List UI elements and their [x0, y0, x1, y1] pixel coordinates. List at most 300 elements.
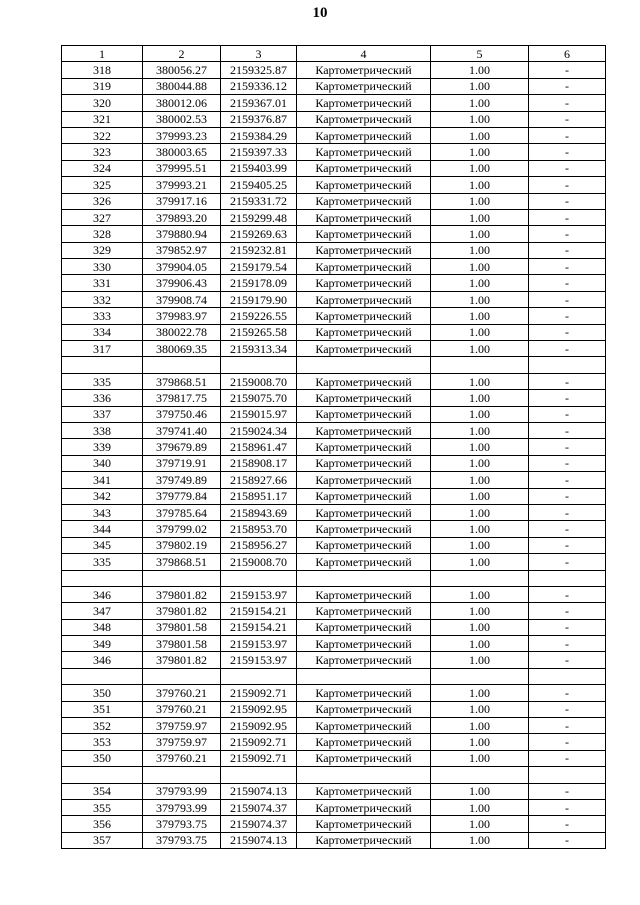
accuracy-cell: 1.00 — [431, 242, 529, 258]
accuracy-cell: 1.00 — [431, 783, 529, 799]
method-cell: Картометрический — [297, 111, 431, 127]
y-coordinate-cell: 2159153.97 — [221, 636, 297, 652]
note-cell: - — [529, 193, 606, 209]
point-number-cell: 343 — [62, 504, 143, 520]
accuracy-cell: 1.00 — [431, 832, 529, 848]
y-coordinate-cell: 2159153.97 — [221, 586, 297, 602]
x-coordinate-cell: 379779.84 — [143, 488, 221, 504]
point-number-cell — [62, 767, 143, 783]
table-row — [62, 406, 606, 422]
table-row — [62, 275, 606, 291]
method-cell: Картометрический — [297, 636, 431, 652]
y-coordinate-cell: 2159265.58 — [221, 324, 297, 340]
note-cell: - — [529, 209, 606, 225]
accuracy-cell: 1.00 — [431, 603, 529, 619]
x-coordinate-cell — [143, 668, 221, 684]
point-number-cell: 350 — [62, 685, 143, 701]
x-coordinate-cell: 379868.51 — [143, 554, 221, 570]
y-coordinate-cell — [221, 767, 297, 783]
point-number-cell: 357 — [62, 832, 143, 848]
point-number-cell: 321 — [62, 111, 143, 127]
note-cell: - — [529, 636, 606, 652]
table-row — [62, 701, 606, 717]
x-coordinate-cell: 379750.46 — [143, 406, 221, 422]
header-cell-1: 1 — [62, 46, 143, 62]
table-row — [62, 586, 606, 602]
note-cell: - — [529, 95, 606, 111]
point-number-cell — [62, 668, 143, 684]
point-number-cell: 317 — [62, 341, 143, 357]
accuracy-cell: 1.00 — [431, 209, 529, 225]
x-coordinate-cell: 379817.75 — [143, 390, 221, 406]
accuracy-cell: 1.00 — [431, 799, 529, 815]
accuracy-cell: 1.00 — [431, 111, 529, 127]
note-cell: - — [529, 324, 606, 340]
y-coordinate-cell: 2159299.48 — [221, 209, 297, 225]
method-cell — [297, 570, 431, 586]
accuracy-cell: 1.00 — [431, 734, 529, 750]
note-cell: - — [529, 177, 606, 193]
note-cell: - — [529, 455, 606, 471]
y-coordinate-cell: 2159269.63 — [221, 226, 297, 242]
method-cell: Картометрический — [297, 701, 431, 717]
point-number-cell: 325 — [62, 177, 143, 193]
accuracy-cell: 1.00 — [431, 95, 529, 111]
accuracy-cell: 1.00 — [431, 554, 529, 570]
x-coordinate-cell: 379917.16 — [143, 193, 221, 209]
accuracy-cell: 1.00 — [431, 619, 529, 635]
y-coordinate-cell: 2159397.33 — [221, 144, 297, 160]
header-cell-4: 4 — [297, 46, 431, 62]
table-row — [62, 603, 606, 619]
table-row — [62, 537, 606, 553]
point-number-cell: 324 — [62, 160, 143, 176]
x-coordinate-cell: 380012.06 — [143, 95, 221, 111]
accuracy-cell: 1.00 — [431, 586, 529, 602]
point-number-cell: 351 — [62, 701, 143, 717]
x-coordinate-cell: 379679.89 — [143, 439, 221, 455]
method-cell: Картометрический — [297, 652, 431, 668]
method-cell: Картометрический — [297, 586, 431, 602]
method-cell — [297, 767, 431, 783]
y-coordinate-cell: 2158951.17 — [221, 488, 297, 504]
table-row — [62, 78, 606, 94]
point-number-cell: 322 — [62, 127, 143, 143]
accuracy-cell — [431, 357, 529, 373]
y-coordinate-cell: 2158953.70 — [221, 521, 297, 537]
x-coordinate-cell: 379799.02 — [143, 521, 221, 537]
point-number-cell: 318 — [62, 62, 143, 78]
x-coordinate-cell: 379719.91 — [143, 455, 221, 471]
y-coordinate-cell: 2159153.97 — [221, 652, 297, 668]
note-cell: - — [529, 341, 606, 357]
table-row — [62, 127, 606, 143]
point-number-cell: 353 — [62, 734, 143, 750]
accuracy-cell: 1.00 — [431, 718, 529, 734]
method-cell: Картометрический — [297, 275, 431, 291]
note-cell: - — [529, 111, 606, 127]
x-coordinate-cell: 379993.23 — [143, 127, 221, 143]
point-number-cell: 347 — [62, 603, 143, 619]
point-number-cell: 319 — [62, 78, 143, 94]
y-coordinate-cell: 2158943.69 — [221, 504, 297, 520]
x-coordinate-cell: 379785.64 — [143, 504, 221, 520]
y-coordinate-cell: 2159313.34 — [221, 341, 297, 357]
y-coordinate-cell: 2159092.95 — [221, 701, 297, 717]
table-row — [62, 291, 606, 307]
x-coordinate-cell: 379906.43 — [143, 275, 221, 291]
accuracy-cell: 1.00 — [431, 160, 529, 176]
table-row — [62, 259, 606, 275]
accuracy-cell: 1.00 — [431, 127, 529, 143]
x-coordinate-cell: 379793.75 — [143, 816, 221, 832]
method-cell: Картометрический — [297, 504, 431, 520]
y-coordinate-cell: 2159154.21 — [221, 603, 297, 619]
x-coordinate-cell — [143, 570, 221, 586]
method-cell: Картометрический — [297, 685, 431, 701]
note-cell: - — [529, 78, 606, 94]
method-cell: Картометрический — [297, 734, 431, 750]
accuracy-cell: 1.00 — [431, 439, 529, 455]
table-row — [62, 718, 606, 734]
x-coordinate-cell: 379749.89 — [143, 472, 221, 488]
x-coordinate-cell: 380003.65 — [143, 144, 221, 160]
x-coordinate-cell: 380022.78 — [143, 324, 221, 340]
point-number-cell: 338 — [62, 422, 143, 438]
accuracy-cell — [431, 570, 529, 586]
point-number-cell: 333 — [62, 308, 143, 324]
note-cell — [529, 767, 606, 783]
method-cell — [297, 357, 431, 373]
table-row — [62, 160, 606, 176]
x-coordinate-cell: 379802.19 — [143, 537, 221, 553]
x-coordinate-cell: 379801.58 — [143, 619, 221, 635]
accuracy-cell: 1.00 — [431, 144, 529, 160]
note-cell: - — [529, 406, 606, 422]
y-coordinate-cell: 2159405.25 — [221, 177, 297, 193]
point-number-cell: 345 — [62, 537, 143, 553]
method-cell: Картометрический — [297, 718, 431, 734]
x-coordinate-cell: 379852.97 — [143, 242, 221, 258]
table-header — [62, 46, 606, 62]
point-number-cell: 342 — [62, 488, 143, 504]
method-cell: Картометрический — [297, 341, 431, 357]
table-row — [62, 488, 606, 504]
note-cell: - — [529, 586, 606, 602]
accuracy-cell: 1.00 — [431, 816, 529, 832]
y-coordinate-cell: 2159024.34 — [221, 422, 297, 438]
header-cell-3: 3 — [221, 46, 297, 62]
point-number-cell: 336 — [62, 390, 143, 406]
method-cell: Картометрический — [297, 62, 431, 78]
accuracy-cell: 1.00 — [431, 341, 529, 357]
table-row — [62, 652, 606, 668]
point-number-cell — [62, 357, 143, 373]
point-number-cell: 335 — [62, 554, 143, 570]
x-coordinate-cell: 380044.88 — [143, 78, 221, 94]
table-row — [62, 242, 606, 258]
header-cell-2: 2 — [143, 46, 221, 62]
accuracy-cell: 1.00 — [431, 193, 529, 209]
note-cell: - — [529, 652, 606, 668]
note-cell: - — [529, 521, 606, 537]
table-row — [62, 799, 606, 815]
accuracy-cell: 1.00 — [431, 78, 529, 94]
x-coordinate-cell: 379904.05 — [143, 259, 221, 275]
header-cell-6: 6 — [529, 46, 606, 62]
point-number-cell: 344 — [62, 521, 143, 537]
header-row — [62, 46, 606, 62]
note-cell: - — [529, 701, 606, 717]
note-cell: - — [529, 504, 606, 520]
note-cell: - — [529, 62, 606, 78]
y-coordinate-cell: 2158961.47 — [221, 439, 297, 455]
method-cell: Картометрический — [297, 308, 431, 324]
y-coordinate-cell: 2159154.21 — [221, 619, 297, 635]
accuracy-cell: 1.00 — [431, 226, 529, 242]
note-cell: - — [529, 554, 606, 570]
method-cell: Картометрический — [297, 177, 431, 193]
point-number-cell: 346 — [62, 652, 143, 668]
x-coordinate-cell: 379793.75 — [143, 832, 221, 848]
accuracy-cell: 1.00 — [431, 406, 529, 422]
table-row — [62, 95, 606, 111]
table-row — [62, 390, 606, 406]
x-coordinate-cell: 379993.21 — [143, 177, 221, 193]
page-number: 10 — [312, 5, 328, 21]
point-number-cell: 335 — [62, 373, 143, 389]
accuracy-cell: 1.00 — [431, 652, 529, 668]
y-coordinate-cell: 2159074.13 — [221, 832, 297, 848]
note-cell: - — [529, 422, 606, 438]
x-coordinate-cell — [143, 767, 221, 783]
y-coordinate-cell: 2159075.70 — [221, 390, 297, 406]
point-number-cell: 349 — [62, 636, 143, 652]
table-row — [62, 144, 606, 160]
point-number-cell: 332 — [62, 291, 143, 307]
note-cell: - — [529, 832, 606, 848]
method-cell: Картометрический — [297, 554, 431, 570]
accuracy-cell: 1.00 — [431, 177, 529, 193]
x-coordinate-cell: 380069.35 — [143, 341, 221, 357]
table-row — [62, 324, 606, 340]
accuracy-cell: 1.00 — [431, 636, 529, 652]
x-coordinate-cell: 380002.53 — [143, 111, 221, 127]
method-cell: Картометрический — [297, 78, 431, 94]
x-coordinate-cell: 379893.20 — [143, 209, 221, 225]
note-cell: - — [529, 390, 606, 406]
x-coordinate-cell: 379741.40 — [143, 422, 221, 438]
accuracy-cell: 1.00 — [431, 685, 529, 701]
point-number-cell: 350 — [62, 750, 143, 766]
accuracy-cell: 1.00 — [431, 324, 529, 340]
table-row — [62, 504, 606, 520]
table-row — [62, 308, 606, 324]
table-row — [62, 341, 606, 357]
method-cell: Картометрический — [297, 488, 431, 504]
y-coordinate-cell — [221, 357, 297, 373]
point-number-cell: 327 — [62, 209, 143, 225]
x-coordinate-cell: 379801.82 — [143, 586, 221, 602]
accuracy-cell: 1.00 — [431, 373, 529, 389]
table-row — [62, 209, 606, 225]
y-coordinate-cell: 2159092.71 — [221, 685, 297, 701]
point-number-cell: 352 — [62, 718, 143, 734]
x-coordinate-cell: 379760.21 — [143, 685, 221, 701]
accuracy-cell: 1.00 — [431, 701, 529, 717]
x-coordinate-cell: 379793.99 — [143, 783, 221, 799]
note-cell: - — [529, 242, 606, 258]
method-cell: Картометрический — [297, 521, 431, 537]
table-row — [62, 62, 606, 78]
method-cell: Картометрический — [297, 259, 431, 275]
x-coordinate-cell: 379908.74 — [143, 291, 221, 307]
accuracy-cell: 1.00 — [431, 275, 529, 291]
y-coordinate-cell: 2158927.66 — [221, 472, 297, 488]
point-number-cell: 340 — [62, 455, 143, 471]
note-cell: - — [529, 718, 606, 734]
note-cell: - — [529, 537, 606, 553]
note-cell: - — [529, 619, 606, 635]
x-coordinate-cell: 379759.97 — [143, 718, 221, 734]
separator-row — [62, 357, 606, 373]
point-number-cell: 341 — [62, 472, 143, 488]
y-coordinate-cell: 2158908.17 — [221, 455, 297, 471]
x-coordinate-cell: 379801.82 — [143, 603, 221, 619]
method-cell: Картометрический — [297, 799, 431, 815]
method-cell: Картометрический — [297, 422, 431, 438]
x-coordinate-cell: 379880.94 — [143, 226, 221, 242]
table-row — [62, 439, 606, 455]
accuracy-cell: 1.00 — [431, 504, 529, 520]
note-cell: - — [529, 488, 606, 504]
note-cell: - — [529, 734, 606, 750]
point-number-cell: 334 — [62, 324, 143, 340]
method-cell: Картометрический — [297, 537, 431, 553]
note-cell: - — [529, 373, 606, 389]
table-row — [62, 177, 606, 193]
note-cell: - — [529, 259, 606, 275]
point-number-cell: 348 — [62, 619, 143, 635]
method-cell: Картометрический — [297, 750, 431, 766]
x-coordinate-cell: 379983.97 — [143, 308, 221, 324]
y-coordinate-cell: 2159092.95 — [221, 718, 297, 734]
point-number-cell: 331 — [62, 275, 143, 291]
accuracy-cell: 1.00 — [431, 62, 529, 78]
table-row — [62, 422, 606, 438]
accuracy-cell: 1.00 — [431, 455, 529, 471]
note-cell: - — [529, 603, 606, 619]
x-coordinate-cell: 379793.99 — [143, 799, 221, 815]
note-cell: - — [529, 144, 606, 160]
note-cell: - — [529, 275, 606, 291]
accuracy-cell: 1.00 — [431, 308, 529, 324]
method-cell: Картометрический — [297, 242, 431, 258]
note-cell — [529, 668, 606, 684]
y-coordinate-cell: 2159179.54 — [221, 259, 297, 275]
y-coordinate-cell: 2159232.81 — [221, 242, 297, 258]
method-cell: Картометрический — [297, 603, 431, 619]
point-number-cell: 330 — [62, 259, 143, 275]
method-cell: Картометрический — [297, 193, 431, 209]
point-number-cell: 326 — [62, 193, 143, 209]
table-row — [62, 619, 606, 635]
x-coordinate-cell: 379868.51 — [143, 373, 221, 389]
point-number-cell: 346 — [62, 586, 143, 602]
method-cell: Картометрический — [297, 324, 431, 340]
method-cell: Картометрический — [297, 390, 431, 406]
table-row — [62, 685, 606, 701]
point-number-cell: 354 — [62, 783, 143, 799]
method-cell: Картометрический — [297, 291, 431, 307]
accuracy-cell: 1.00 — [431, 488, 529, 504]
accuracy-cell: 1.00 — [431, 291, 529, 307]
y-coordinate-cell: 2159403.99 — [221, 160, 297, 176]
accuracy-cell: 1.00 — [431, 259, 529, 275]
point-number-cell: 329 — [62, 242, 143, 258]
point-number-cell: 320 — [62, 95, 143, 111]
note-cell: - — [529, 127, 606, 143]
x-coordinate-cell: 379760.21 — [143, 750, 221, 766]
table-row — [62, 750, 606, 766]
method-cell: Картометрический — [297, 455, 431, 471]
method-cell — [297, 668, 431, 684]
x-coordinate-cell: 379759.97 — [143, 734, 221, 750]
table-row — [62, 111, 606, 127]
method-cell: Картометрический — [297, 816, 431, 832]
y-coordinate-cell — [221, 668, 297, 684]
table-row — [62, 472, 606, 488]
note-cell — [529, 570, 606, 586]
method-cell: Картометрический — [297, 95, 431, 111]
method-cell: Картометрический — [297, 160, 431, 176]
method-cell: Картометрический — [297, 373, 431, 389]
y-coordinate-cell: 2159376.87 — [221, 111, 297, 127]
accuracy-cell: 1.00 — [431, 521, 529, 537]
table-row — [62, 783, 606, 799]
x-coordinate-cell: 379801.82 — [143, 652, 221, 668]
method-cell: Картометрический — [297, 226, 431, 242]
note-cell: - — [529, 783, 606, 799]
accuracy-cell — [431, 668, 529, 684]
point-number-cell: 355 — [62, 799, 143, 815]
method-cell: Картометрический — [297, 127, 431, 143]
y-coordinate-cell: 2159074.13 — [221, 783, 297, 799]
y-coordinate-cell: 2159008.70 — [221, 554, 297, 570]
table-row — [62, 636, 606, 652]
note-cell: - — [529, 308, 606, 324]
x-coordinate-cell: 379801.58 — [143, 636, 221, 652]
note-cell: - — [529, 160, 606, 176]
point-number-cell: 339 — [62, 439, 143, 455]
accuracy-cell: 1.00 — [431, 472, 529, 488]
y-coordinate-cell: 2159384.29 — [221, 127, 297, 143]
separator-row — [62, 668, 606, 684]
table-body — [62, 62, 606, 849]
table-row — [62, 816, 606, 832]
separator-row — [62, 570, 606, 586]
y-coordinate-cell: 2158956.27 — [221, 537, 297, 553]
method-cell: Картометрический — [297, 783, 431, 799]
y-coordinate-cell: 2159226.55 — [221, 308, 297, 324]
method-cell: Картометрический — [297, 439, 431, 455]
method-cell: Картометрический — [297, 472, 431, 488]
y-coordinate-cell: 2159179.90 — [221, 291, 297, 307]
accuracy-cell: 1.00 — [431, 390, 529, 406]
table-row — [62, 554, 606, 570]
table-row — [62, 373, 606, 389]
x-coordinate-cell: 379760.21 — [143, 701, 221, 717]
